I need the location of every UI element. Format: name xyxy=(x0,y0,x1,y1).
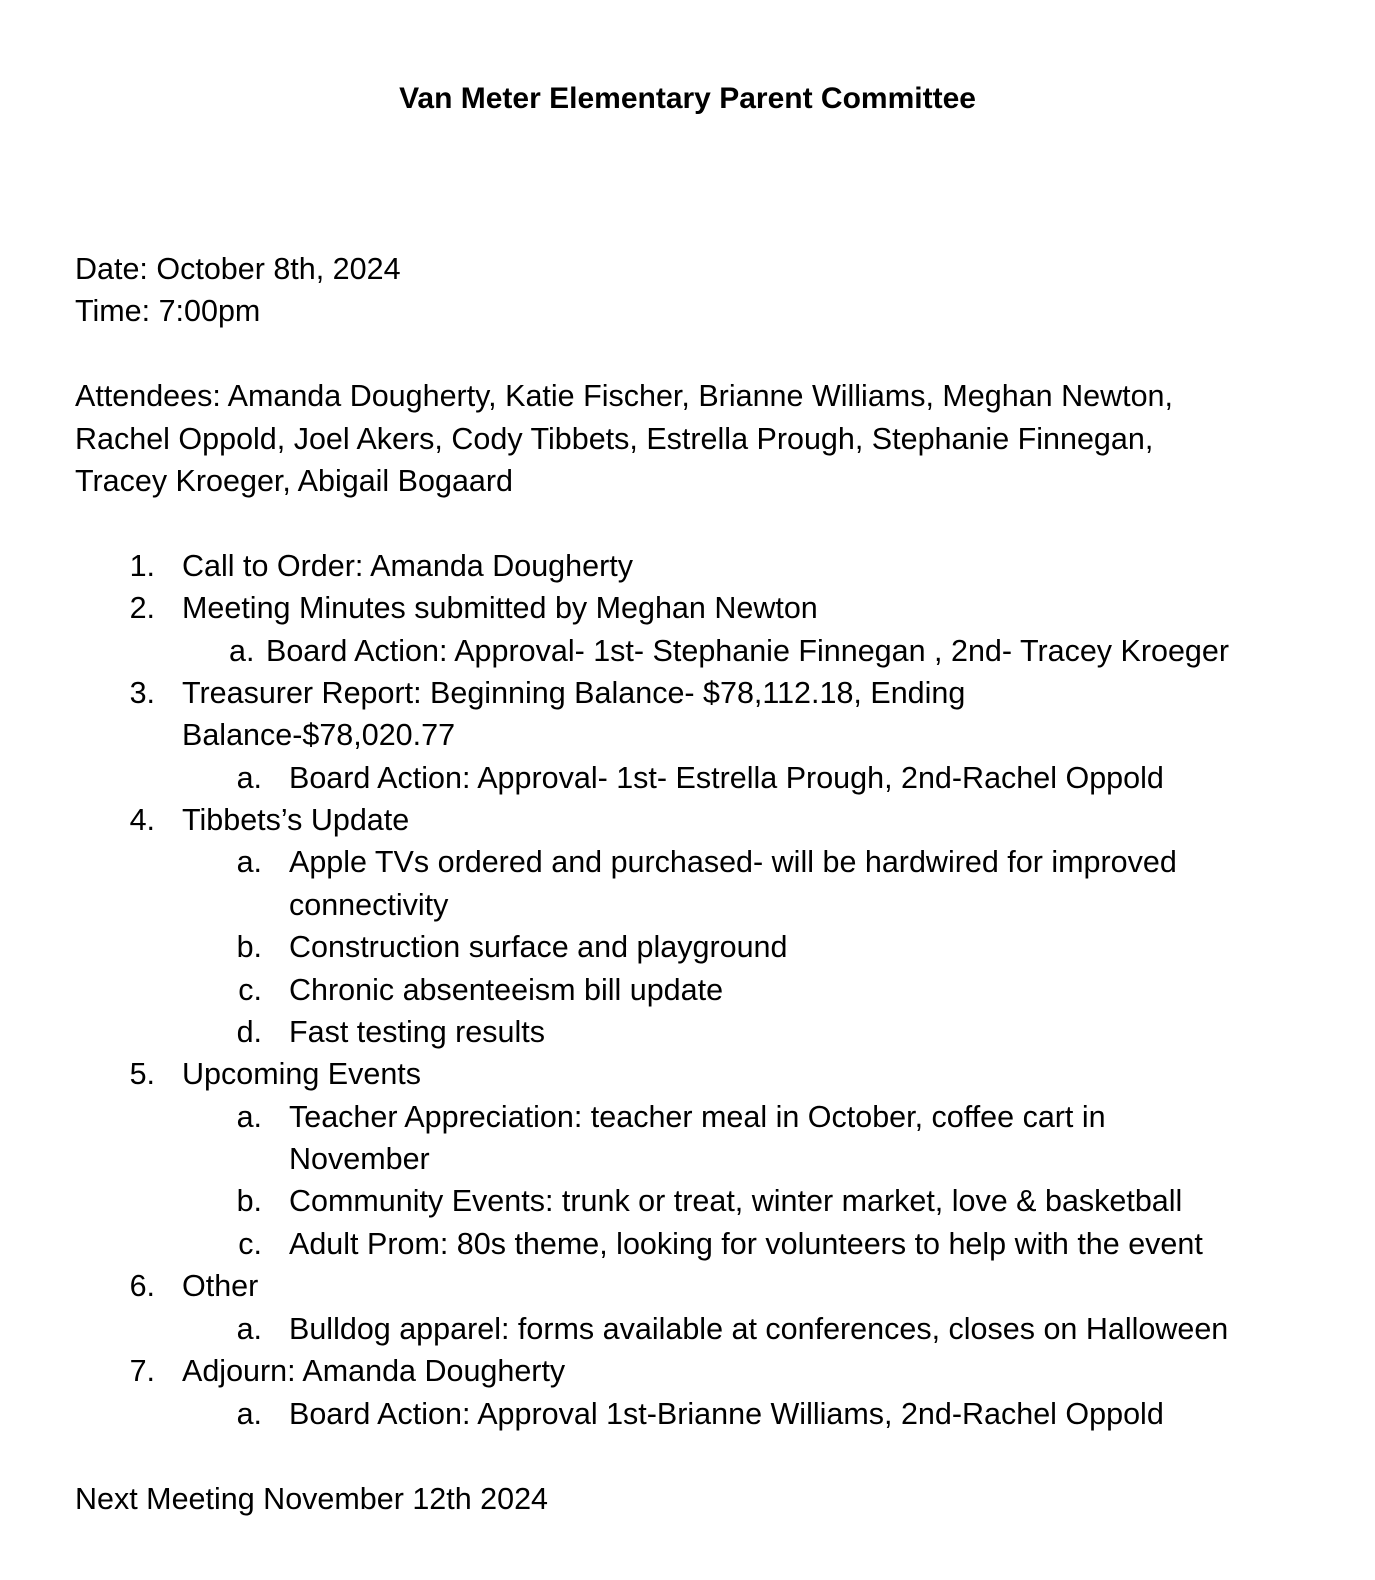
agenda-item-text: Tibbets’s Update xyxy=(182,803,410,837)
attendees-line: Rachel Oppold, Joel Akers, Cody Tibbets, Estrella Prough, Stephanie Finnegan, xyxy=(75,422,1154,456)
attendees-line: Attendees: Amanda Dougherty, Katie Fischer, Brianne Williams, Meghan Newton, xyxy=(75,379,1173,413)
sub-item-text: Construction surface and playground xyxy=(289,930,788,964)
list-marker: 4. xyxy=(129,803,155,837)
agenda-item-text: Balance-$78,020.77 xyxy=(182,718,456,752)
sub-item-text: Chronic absenteeism bill update xyxy=(289,973,724,1007)
sub-item-text: Adult Prom: 80s theme, looking for volunteers to help with the event xyxy=(289,1227,1203,1261)
sub-item-text: November xyxy=(289,1142,430,1176)
sub-item-text: Bulldog apparel: forms available at conferences, closes on Halloween xyxy=(289,1312,1229,1346)
agenda-item-text: Treasurer Report: Beginning Balance- $78,112.18, Ending xyxy=(182,676,966,710)
sub-item-text: Board Action: Approval 1st-Brianne Williams, 2nd-Rachel Oppold xyxy=(289,1397,1164,1431)
sub-item-marker: c. xyxy=(238,973,262,1007)
sub-item-text: connectivity xyxy=(289,888,449,922)
sub-item-marker: d. xyxy=(236,1015,262,1049)
agenda-item-text: Upcoming Events xyxy=(182,1057,422,1091)
sub-item-marker: a. xyxy=(236,1397,262,1431)
sub-item-marker: a. xyxy=(236,1312,262,1346)
list-marker: 1. xyxy=(129,549,155,583)
page-title: Van Meter Elementary Parent Committee xyxy=(399,82,976,115)
agenda-item-text: Adjourn: Amanda Dougherty xyxy=(182,1354,566,1388)
agenda-item-text: Other xyxy=(182,1269,259,1303)
sub-item-text: Board Action: Approval- 1st- Stephanie Finnegan , 2nd- Tracey Kroeger xyxy=(266,634,1230,668)
sub-item-text: Fast testing results xyxy=(289,1015,545,1049)
sub-item-marker: c. xyxy=(238,1227,262,1261)
attendees-line: Tracey Kroeger, Abigail Bogaard xyxy=(75,464,513,498)
sub-item-text: Board Action: Approval- 1st- Estrella Prough, 2nd-Rachel Oppold xyxy=(289,761,1164,795)
sub-item-marker: b. xyxy=(236,930,262,964)
sub-item-text: Community Events: trunk or treat, winter market, love & basketball xyxy=(289,1184,1183,1218)
sub-item-text: Teacher Appreciation: teacher meal in October, coffee cart in xyxy=(289,1100,1106,1134)
sub-item-marker: a. xyxy=(229,634,255,668)
sub-item-marker: a. xyxy=(236,1100,262,1134)
list-marker: 6. xyxy=(129,1269,155,1303)
list-marker: 2. xyxy=(129,591,155,625)
list-marker: 5. xyxy=(129,1057,155,1091)
agenda-item-text: Call to Order: Amanda Dougherty xyxy=(182,549,633,583)
agenda-item-text: Meeting Minutes submitted by Meghan Newton xyxy=(182,591,818,625)
next-meeting: Next Meeting November 12th 2024 xyxy=(75,1482,549,1516)
sub-item-marker: a. xyxy=(236,761,262,795)
sub-item-text: Apple TVs ordered and purchased- will be hardwired for improved xyxy=(289,845,1177,879)
sub-item-marker: b. xyxy=(236,1184,262,1218)
meeting-date: Date: October 8th, 2024 xyxy=(75,252,401,286)
meeting-time: Time: 7:00pm xyxy=(75,294,261,328)
sub-item-marker: a. xyxy=(236,845,262,879)
list-marker: 7. xyxy=(129,1354,155,1388)
list-marker: 3. xyxy=(129,676,155,710)
